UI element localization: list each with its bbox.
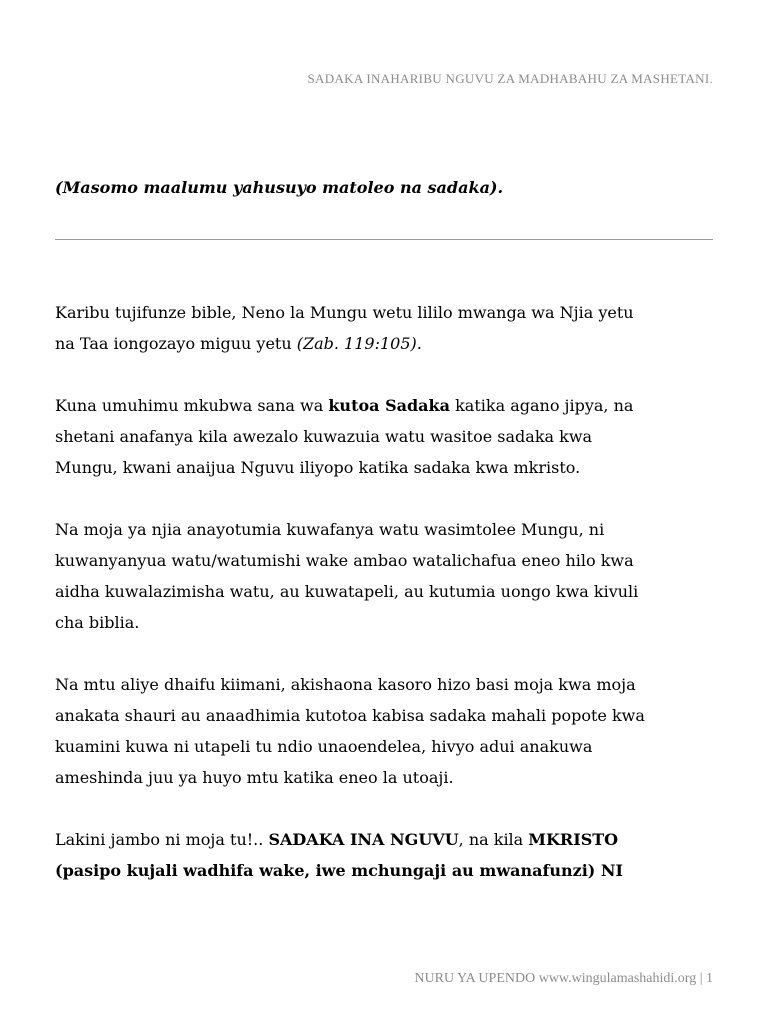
paragraph-4	[55, 669, 725, 793]
paragraph-5-text: Lakini jambo ni moja tu!..	[55, 830, 269, 849]
paragraph-3-line-3: aidha kuwalazimisha watu, au kuwatapeli, au kutumia uongo kwa kivuli	[55, 582, 639, 601]
paragraph-4-line-1: Na mtu aliye dhaifu kiimani, akishaona kasoro hizo basi moja kwa moja	[55, 675, 636, 694]
paragraph-5	[55, 824, 725, 886]
paragraph-4-line-3: kuamini kuwa ni utapeli tu ndio unaoendelea, hivyo adui anakuwa	[55, 737, 593, 756]
paragraph-1-line-2	[55, 328, 725, 359]
paragraph-5-line-1	[55, 824, 725, 855]
paragraph-3-line-2: kuwanyanyua watu/watumishi wake ambao watalichafua eneo hilo kwa	[55, 551, 634, 570]
emphasis-kutoa-sadaka: kutoa Sadaka	[328, 396, 450, 415]
paragraph-5-line-2: (pasipo kujali wadhifa wake, iwe mchungaji au mwanafunzi) NI	[55, 861, 624, 880]
paragraph-1-text: na Taa iongozayo miguu yetu	[55, 334, 297, 353]
emphasis-mkristo: MKRISTO	[528, 830, 619, 849]
paragraph-1-line-1: Karibu tujifunze bible, Neno la Mungu wetu lililo mwanga wa Njia yetu	[55, 303, 634, 322]
emphasis-sadaka-ina-nguvu: SADAKA INA NGUVU	[268, 830, 459, 849]
running-header: SADAKA INAHARIBU NGUVU ZA MADHABAHU ZA MASHETANI.	[307, 71, 713, 86]
paragraph-2-line-1	[55, 390, 725, 421]
paragraph-3	[55, 514, 725, 638]
paragraph-5-text-cont: , na kila	[458, 830, 529, 849]
page-footer: NURU YA UPENDO www.wingulamashahidi.org | 1	[414, 971, 713, 986]
scripture-reference: (Zab. 119:105).	[296, 334, 422, 353]
document-subtitle: (Masomo maalumu yahusuyo matoleo na sadaka).	[55, 178, 504, 197]
paragraph-2	[55, 390, 725, 483]
paragraph-2-line-3: Mungu, kwani anaijua Nguvu iliyopo katika sadaka kwa mkristo.	[55, 458, 581, 477]
paragraph-1	[55, 297, 725, 359]
paragraph-4-line-4: ameshinda juu ya huyo mtu katika eneo la utoaji.	[55, 768, 454, 787]
paragraph-2-text: Kuna umuhimu mkubwa sana wa	[55, 396, 329, 415]
paragraph-2-text-cont: katika agano jipya, na	[450, 396, 634, 415]
paragraph-3-line-4: cha biblia.	[55, 613, 140, 632]
document-body	[55, 297, 725, 917]
horizontal-divider	[55, 239, 713, 240]
paragraph-3-line-1: Na moja ya njia anayotumia kuwafanya watu wasimtolee Mungu, ni	[55, 520, 605, 539]
paragraph-4-line-2: anakata shauri au anaadhimia kutotoa kabisa sadaka mahali popote kwa	[55, 706, 645, 725]
paragraph-2-line-2: shetani anafanya kila awezalo kuwazuia watu wasitoe sadaka kwa	[55, 427, 593, 446]
